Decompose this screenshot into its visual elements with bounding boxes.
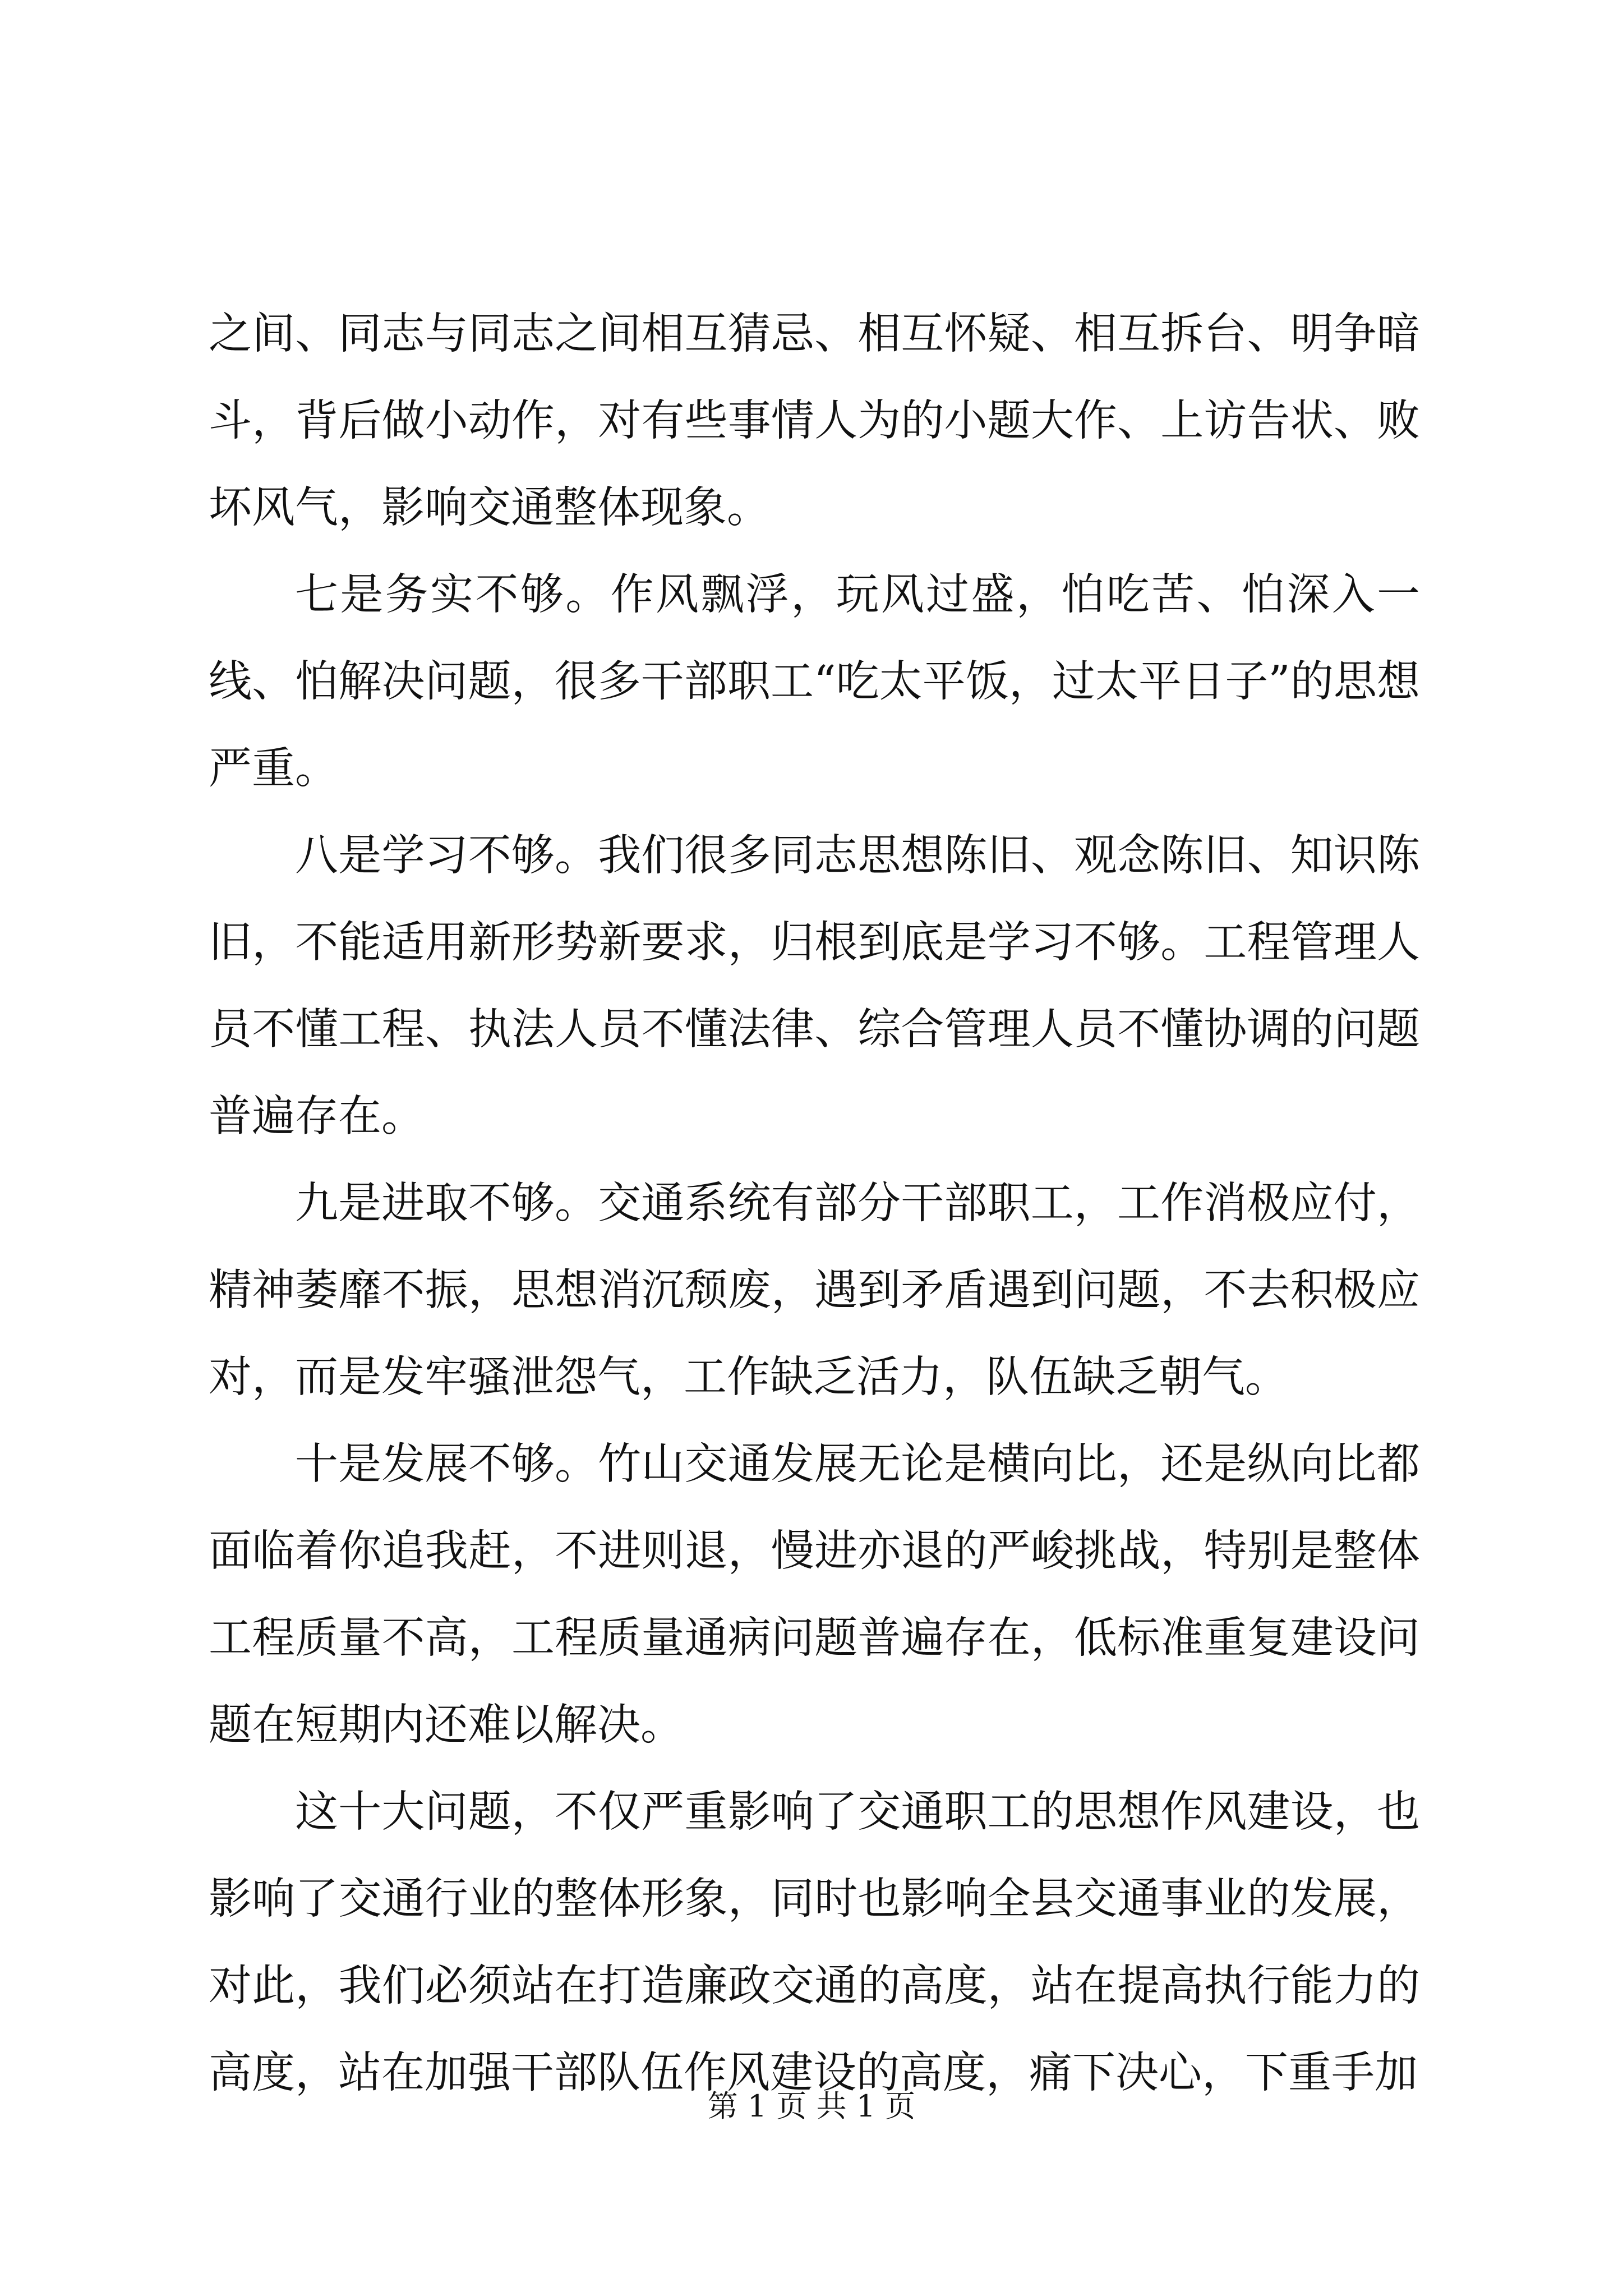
paragraph-item-nine: 九是进取不够。交通系统有部分干部职工，工作消极应付，精神萎靡不振，思想消沉颓废，遇到矛盾遇到问题，不去积极应对，而是发牢骚泄怨气，工作缺乏活力，队伍缺乏朝气。	[209, 1179, 1420, 1402]
paragraph-item-seven: 七是务实不够。作风飘浮，玩风过盛，怕吃苦、怕深入一线、怕解决问题，很多干部职工“吃太平饭，过太平日子”的思想严重。	[209, 570, 1420, 794]
document-body	[209, 291, 1420, 2116]
page-number-footer: 第 1 页 共 1 页	[707, 2088, 916, 2124]
paragraph-continuation: 之间、同志与同志之间相互猜忌、相互怀疑、相互拆台、明争暗斗，背后做小动作，对有些事情人为的小题大作、上访告状、败坏风气，影响交通整体现象。	[209, 309, 1420, 533]
paragraph-summary: 这十大问题，不仅严重影响了交通职工的思想作风建设，也影响了交通行业的整体形象，同时也影响全县交通事业的发展，对此，我们必须站在打造廉政交通的高度，站在提高执行能力的高度，站在加强干部队伍作风建设的高度，痛下决心，下重手加	[209, 1787, 1420, 2098]
paragraph-item-eight: 八是学习不够。我们很多同志思想陈旧、观念陈旧、知识陈旧，不能适用新形势新要求，归根到底是学习不够。工程管理人员不懂工程、执法人员不懂法律、综合管理人员不懂协调的问题普遍存在。	[209, 831, 1420, 1142]
paragraph-item-ten: 十是发展不够。竹山交通发展无论是横向比，还是纵向比都面临着你追我赶，不进则退，慢进亦退的严峻挑战，特别是整体工程质量不高，工程质量通病问题普遍存在，低标准重复建设问题在短期内还难以解决。	[209, 1439, 1420, 1750]
